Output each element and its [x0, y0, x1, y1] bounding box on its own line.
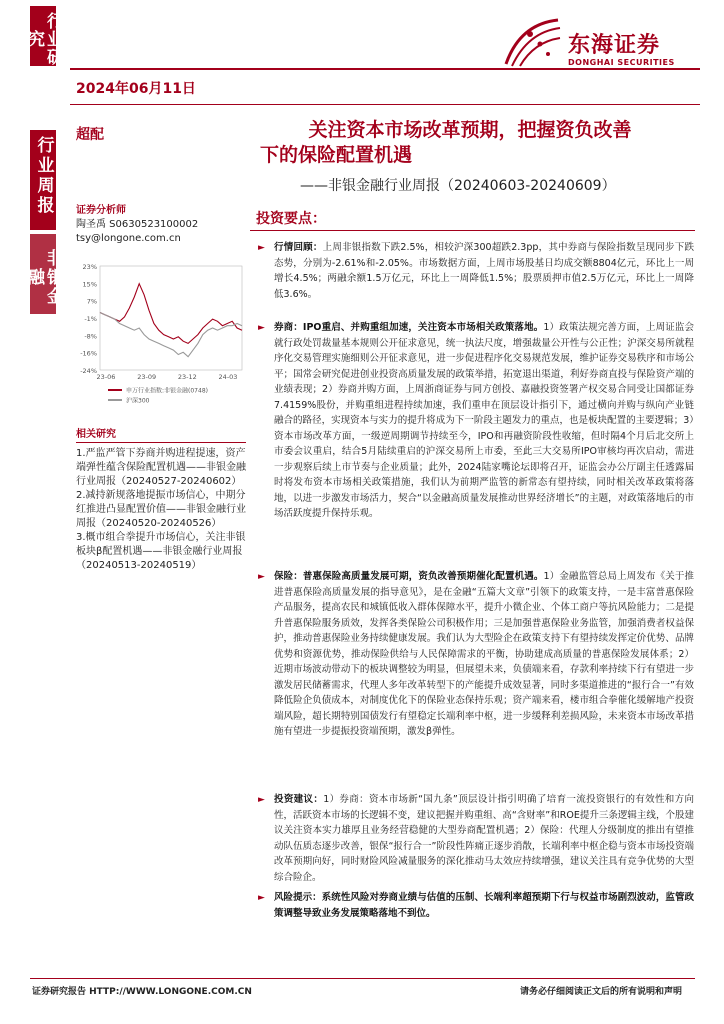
chart-frame: [100, 266, 242, 370]
footer-rule: [30, 978, 695, 979]
x-tick-label: 23-06: [96, 373, 116, 381]
y-tick-label: -24%: [80, 367, 97, 375]
analyst-email[interactable]: tsy@longone.com.cn: [76, 233, 181, 244]
legend-label: 沪深300: [126, 397, 150, 405]
para-text: 1）政策法规完善方面，上周证监会就行政处罚裁量基本规则公开征求意见，统一执法尺度，增强裁量公开性与公正性；沪深交易所就程序化交易管理实施细则公开征求意见，进一步促进程序化交易规范发展，维护证券交易秩序和市场公平；国常会研究促进创业投资高质量发展的政策举措，拓宽退出渠道，利好券商直投与保险资产端的业绩表现；2）券商并购方面，上周浙商证券与同方创投、嘉融投资签署产权交易合同受让国都证券7.4159%股份，并购重组进程持续加速，我们重申在顶层设计指引下，通过横向并购与纵向产业链融合的路径，实现资本与实力的提升将成为下一阶段主题发力的重点，也是板块配置的主要逻辑；3）资本市场改革方面，一级逆周期调节持续至今，IPO和再融资阶段性收缩，但时隔4个月后北交所上市委会议重启，结合5月陆续重启的沪深交易所上市委，至此三大交易所IPO审核均再次启动，需进一步观察后续上市节奏与企业质量；此外，2024陆家嘴论坛即将召开，证监会办公厅副主任透露届时将发布资本市场相关政策措施，我们认为前期严监管的新常态有望持续，同时相关改革政策将落地，以进一步激发市场活力，契合“以金融高质量发展推动世界经济增长”的主题，对政策落地后的市场活跃度提升保持乐观。: [274, 322, 695, 519]
bullet-icon: ►: [258, 243, 265, 253]
legend-label: 申万行业指数:非银金融(0748): [126, 387, 208, 395]
para-lead: 行情回顾：: [274, 242, 323, 253]
y-tick-label: 7%: [86, 297, 97, 306]
date-rule: [70, 104, 700, 105]
side-tab-industry-research: [24, 6, 63, 66]
title-line-1: 关注资本市场改革预期，把握资负改善: [308, 119, 632, 141]
bullet-icon: ►: [258, 893, 265, 903]
footer-left[interactable]: 证券研究报告 HTTP://WWW.LONGONE.COM.CN: [32, 987, 252, 997]
related-item[interactable]: 2.减持新规落地提振市场信心，中期分红推进凸显配置价值——非银金融行业周报（20240520-20240526）: [76, 490, 246, 529]
side-tab-weekly: [30, 130, 56, 230]
report-title: [250, 118, 690, 168]
para-lead: 券商：IPO重启、并购重组加速，关注资本市场相关政策落地。: [274, 322, 544, 333]
side-tab-label: 非银金融: [24, 248, 63, 306]
related-item[interactable]: 3.概市组合拳提升市场信心，关注非银板块β配置机遇——非银金融行业周报（20240513-20240519）: [76, 532, 246, 571]
side-tab-label: 行业周报: [33, 136, 54, 216]
report-date: 2024年06月11日: [76, 81, 196, 97]
series-line-0: [100, 284, 242, 344]
x-tick-label: 24-03: [218, 373, 238, 381]
side-tab-label: 行业研究: [24, 12, 63, 66]
header-rule: [70, 68, 700, 70]
para-text: 上周非银指数下跌2.5%，相较沪深300超跌2.3pp，其中券商与保险指数呈现同步下跌态势，分别为-2.61%和-2.05%。市场数据方面，上周市场股基日均成交额8804亿元，环比上一周增长4.5%；两融余额1.5万亿元，环比上一周降低1.5%；股票质押市值2.5万亿元，环比上一周降低3.6%。: [274, 242, 694, 300]
related-research: [76, 428, 246, 573]
x-tick-label: 23-09: [137, 373, 157, 381]
title-line-2: 下的保险配置机遇: [260, 144, 413, 166]
logo-english: DONGHAI SECURITIES: [568, 58, 675, 67]
para-lead: 投资建议：: [274, 794, 324, 805]
paragraph-investment-advice: [274, 792, 694, 885]
para-lead: 保险：普惠保险高质量发展可期，资负改善预期催化配置机遇。: [274, 571, 544, 582]
logo-chinese: 东海证券: [568, 33, 661, 58]
y-tick-label: -16%: [80, 349, 97, 358]
key-points-title: 投资要点：: [256, 211, 326, 227]
footer-right: 请务必仔细阅读正文后的所有说明和声明: [520, 987, 683, 997]
analyst-head: 证券分析师: [76, 205, 126, 216]
paragraph-insurance: [274, 569, 694, 740]
rating: 超配: [76, 127, 104, 143]
performance-chart: [76, 258, 246, 418]
x-tick-label: 23-12: [177, 373, 197, 381]
paragraph-market-review: [274, 240, 694, 302]
para-text: 1）券商：资本市场新“国九条”顶层设计指引明确了培育一流投资银行的有效性和方向性，活跃资本市场的长逻辑不变，建议把握并购重组、高“含财率”和ROE提升三条逻辑主线，个股建议关注资本实力雄厚且业务经营稳健的大型券商配置机遇；2）保险：代理人分级制度的推出有望推动队伍质态逐步改善，银保“报行合一”阶段性阵痛正逐步消散，长端利率中枢企稳与资本市场投资端改革预期向好，同时财险风险减量服务的深化推动马太效应持续增强，建议关注具有竞争优势的大型综合险企。: [274, 794, 694, 883]
paragraph-risk: [274, 890, 694, 921]
related-head: 相关研究: [76, 428, 246, 443]
para-lead: 风险提示：系统性风险对券商业绩与估值的压制、长端利率超预期下行与权益市场剧烈波动，监管政策调整导致业务发展策略落地不到位。: [274, 892, 694, 919]
bullet-icon: ►: [258, 323, 265, 333]
y-tick-label: -8%: [84, 332, 97, 341]
bullet-icon: ►: [258, 572, 265, 582]
y-tick-label: 23%: [82, 263, 97, 271]
report-subtitle: ——非银金融行业周报（20240603-20240609）: [300, 178, 616, 194]
company-logo-icon: [500, 14, 564, 70]
paragraph-brokers: [274, 320, 694, 522]
related-item[interactable]: 1.严监严管下券商并购进程提速，资产端弹性蕴含保险配置机遇——非银金融行业周报（20240527-20240602）: [76, 448, 246, 487]
analyst-block: [76, 204, 246, 246]
side-tab-sector: [24, 234, 63, 314]
key-points-rule: [250, 230, 695, 231]
bullet-icon: ►: [258, 795, 265, 805]
y-tick-label: -1%: [84, 315, 97, 323]
y-tick-label: 15%: [82, 280, 97, 289]
analyst-name: 陶圣禹 S0630523100002: [76, 219, 199, 230]
para-text: 1）金融监管总局上周发布《关于推进普惠保险高质量发展的指导意见》，是在金融“五篇大文章”引领下的政策支持，一是丰富普惠保险产品服务，提高农民和城镇低收入群体保障水平，提升小微企业、个体工商户等抗风险能力；二是提升普惠保险服务质效，发挥各类保险公司积极作用；三是加强普惠保险业务监管，加强消费者权益保护，推动普惠保险业务持续健康发展。我们认为大型险企在政策支持下有望持续发挥定价优势、品牌优势和资源优势，推动保险供给与人民保障需求的平衡，协助建成高质量的普惠保险发展体系；2）近期市场波动带动下的板块调整较为明显，但展望未来，负债端来看，存款利率持续下行有望进一步激发居民储蓄需求，代理人多年改革转型下的产能提升成效显著，同时多渠道推进的“报行合一”有效降低险企负债成本，对制度优化下的保险业态保持乐观；资产端来看，楼市组合拳催化缓解地产投资端风险，超长期特别国债发行有望稳定长端利率中枢，进一步缓释利差损风险，未来资本市场改革措施有望进一步提振投资端预期，激发β弹性。: [274, 571, 694, 737]
